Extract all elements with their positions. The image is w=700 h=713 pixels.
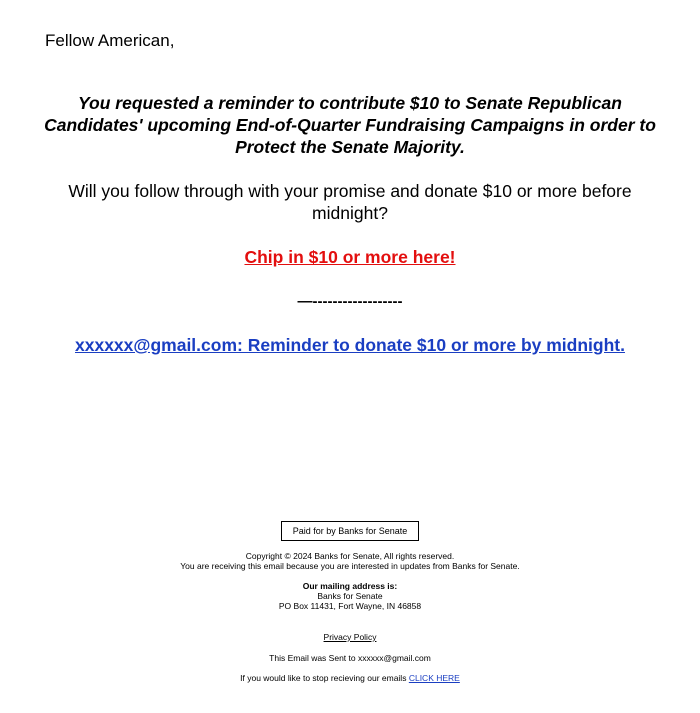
- reminder-container: [40, 334, 660, 356]
- mailing-name: Banks for Senate: [317, 591, 383, 601]
- divider: —------------------: [297, 293, 403, 310]
- reminder-link[interactable]: xxxxxx@gmail.com: Reminder to donate $10 or more by midnight.: [75, 335, 625, 355]
- donation-question: Will you follow through with your promise and donate $10 or more before midnight?: [68, 181, 632, 223]
- unsubscribe-link[interactable]: CLICK HERE: [408, 673, 460, 683]
- sent-to: This Email was Sent to xxxxxx@gmail.com: [269, 653, 431, 663]
- mailing-address: PO Box 11431, Fort Wayne, IN 46858: [278, 601, 422, 611]
- copyright: Copyright © 2024 Banks for Senate, All rights reserved.: [245, 551, 455, 561]
- headline: You requested a reminder to contribute $10 to Senate Republican Candidates' upcoming End-of-Quarter Fundraising Campaigns in order to Protect the Senate Majority.: [44, 93, 656, 157]
- greeting: Fellow American,: [45, 31, 175, 50]
- chip-in-link[interactable]: Chip in $10 or more here!: [244, 247, 456, 267]
- unsubscribe-text: If you would like to stop recieving our emails: [240, 673, 407, 683]
- mailing-heading: Our mailing address is:: [302, 581, 398, 591]
- unsubscribe-container: [100, 673, 600, 683]
- receiving-notice: You are receiving this email because you are interested in updates from Banks for Senate.: [180, 561, 520, 571]
- cta-container: [40, 246, 660, 268]
- privacy-policy-link[interactable]: Privacy Policy: [323, 632, 377, 642]
- privacy-container: [100, 632, 600, 642]
- paid-for-box: Paid for by Banks for Senate: [281, 521, 419, 541]
